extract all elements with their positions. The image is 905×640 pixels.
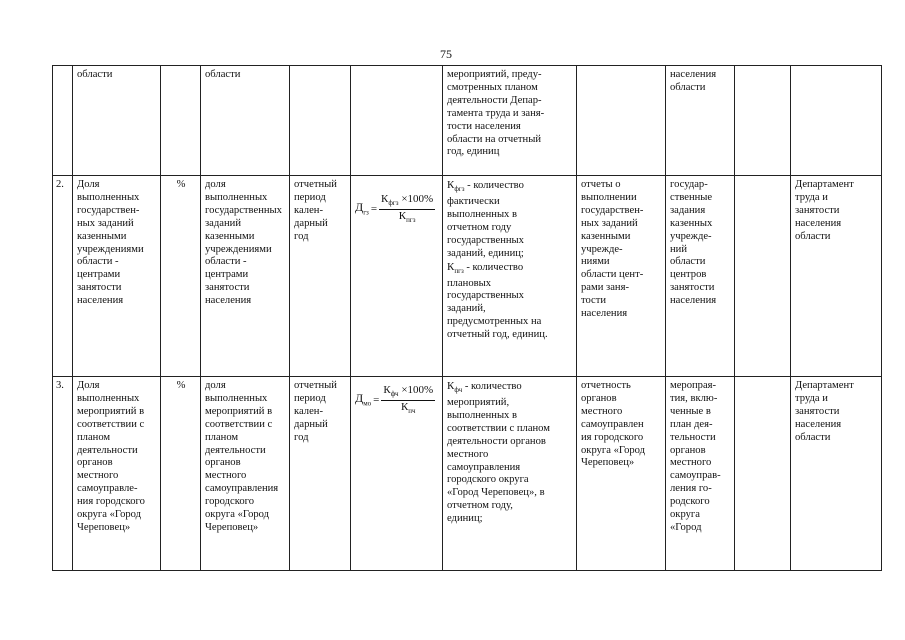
- table-cell: области: [201, 66, 290, 176]
- table-row: [53, 377, 882, 571]
- unit: %: [161, 377, 201, 571]
- variables-description: $К_{фгз}$ - количество фактически выполненных в отчетном году государственных заданий, единиц; $К_{пгз}$ - количество плановых государственных заданий, предусмотренных на отчетный год, единиц.: [443, 176, 577, 377]
- data-source: отчетность органов местного самоуправлен ия городского округа «Город Череповец»: [577, 377, 666, 571]
- observation-object: меропрая- тия, вклю- ченные в план дея- тельности органов местного самоуправ- ления го- родского округа «Город: [666, 377, 735, 571]
- formula-cell: [351, 377, 443, 571]
- table-cell: области: [73, 66, 161, 176]
- data-source: отчеты о выполнении государствен- ных заданий казенными учрежде- ниями области цент- рами заня- тости населения: [577, 176, 666, 377]
- indicator-name: Доля выполненных государствен- ных заданий казенными учреждениями области - центрами занятости населения: [73, 176, 161, 377]
- row-number: 2.: [53, 176, 73, 377]
- formula: $Д_{мо}$ = $\frac{К_{фч} \times 100\%}{К_{пч}}$: [355, 384, 434, 416]
- responsible: Департамент труда и занятости населения области: [791, 176, 882, 377]
- variables-description: $К_{фч}$ - количество мероприятий, выполненных в соответствии с планом деятельности органов местного самоуправления городского округа «Город Череповец», в отчетном году, единиц;: [443, 377, 577, 571]
- table-cell: мероприятий, преду- смотренных планом деятельности Депар- тамента труда и заня- тости населения области на отчетный год, единиц: [443, 66, 577, 176]
- table-row: [53, 66, 882, 176]
- indicator-name: Доля выполненных мероприятий в соответствии с планом деятельности органов местного самоуправле- ния городского округа «Город Череповец»: [73, 377, 161, 571]
- indicator-definition: доля выполненных государственных заданий казенными учреждениями области - центрами занятости населения: [201, 176, 290, 377]
- unit: %: [161, 176, 201, 377]
- formula-cell: [351, 176, 443, 377]
- table-cell: населения области: [666, 66, 735, 176]
- table-row: [53, 176, 882, 377]
- period: отчетный период кален- дарный год: [290, 176, 351, 377]
- indicators-table: [52, 65, 882, 571]
- indicator-definition: доля выполненных мероприятий в соответствии с планом деятельности органов местного самоуправления городского округа «Город Череповец»: [201, 377, 290, 571]
- period: отчетный период кален- дарный год: [290, 377, 351, 571]
- page-number: 75: [440, 47, 452, 61]
- row-number: 3.: [53, 377, 73, 571]
- observation-object: государ- ственные задания казенных учрежде- ний области центров занятости населения: [666, 176, 735, 377]
- responsible: Департамент труда и занятости населения области: [791, 377, 882, 571]
- formula: $Д_{гз}$ = $\frac{К_{фгз} \times 100\%}{К_{пгз}}$: [355, 193, 434, 225]
